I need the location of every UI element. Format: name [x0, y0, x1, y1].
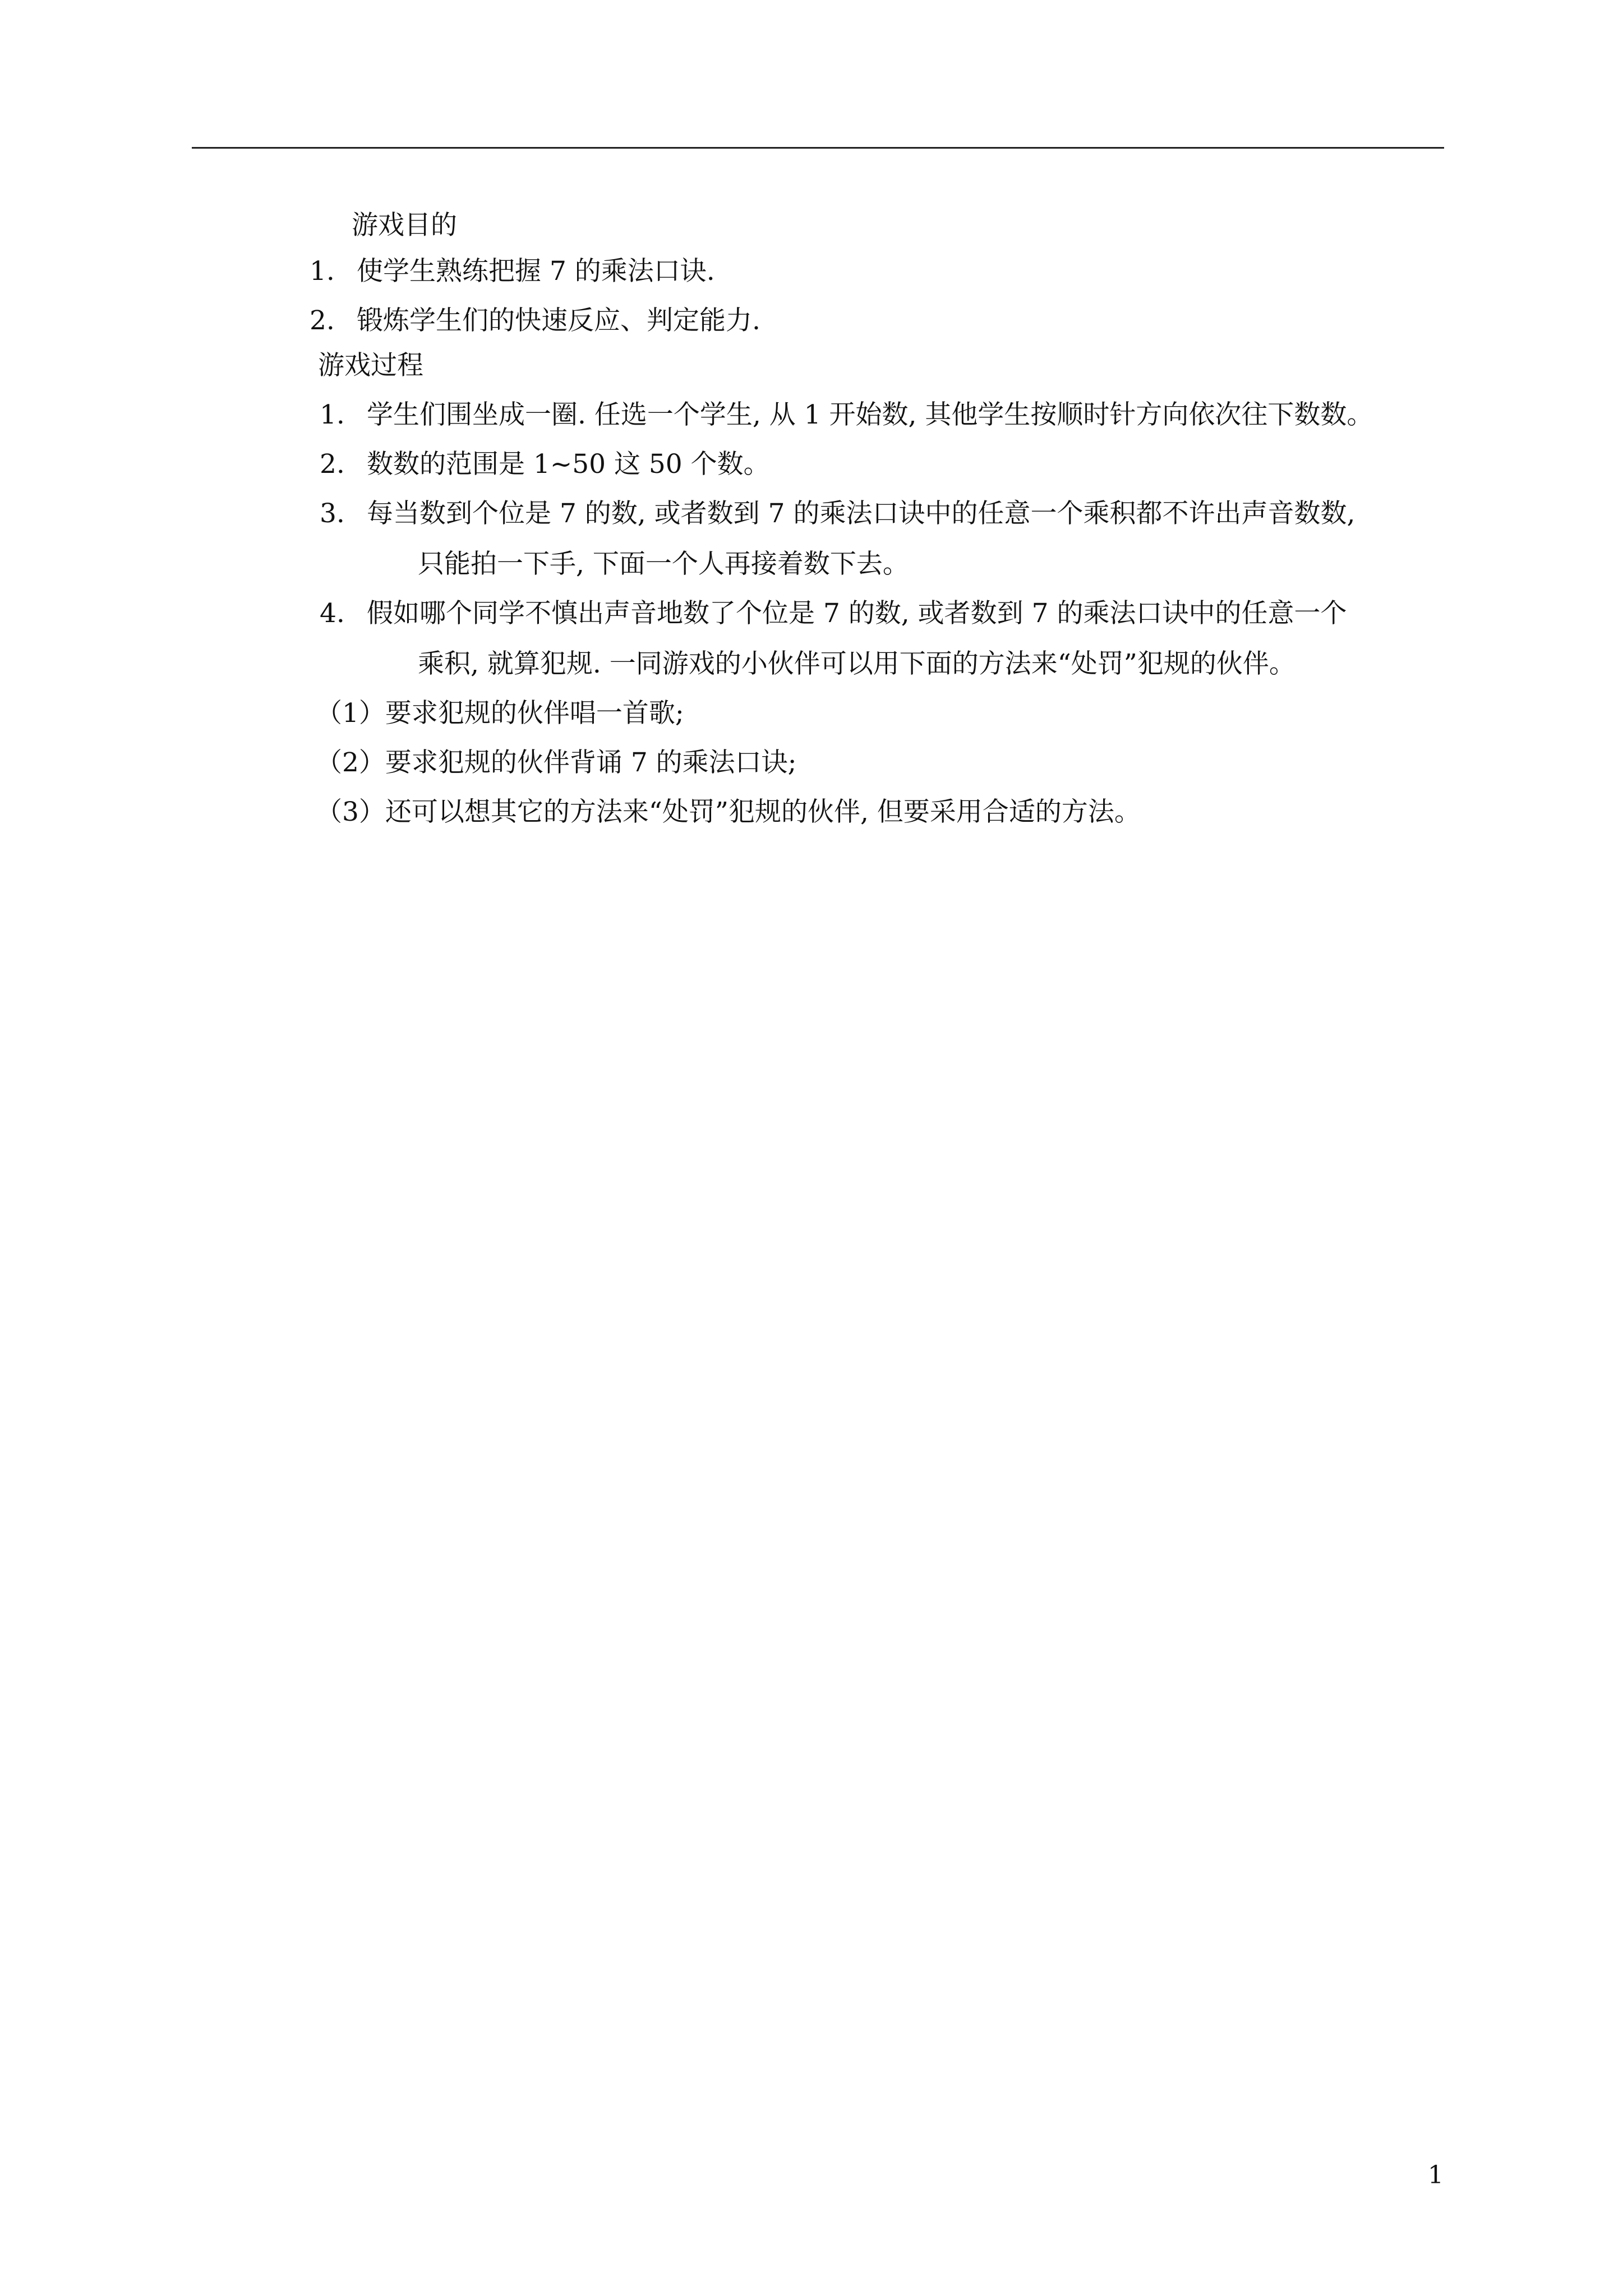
- process-item-1-text: 学生们围坐成一圈. 任选一个学生, 从 1 开始数, 其他学生按顺时针方向依次往下数数。: [367, 399, 1373, 430]
- process-item-4-text: 假如哪个同学不慎出声音地数了个位是 7 的数, 或者数到 7 的乘法口诀中的任意一个: [367, 598, 1347, 629]
- purpose-heading: 游戏目的: [352, 210, 457, 241]
- header-rule: [192, 147, 1444, 149]
- purpose-item-1-number: 1.: [310, 256, 335, 287]
- process-item-3-number: 3.: [320, 498, 345, 529]
- purpose-item-2-text: 锻炼学生们的快速反应、判定能力.: [357, 305, 760, 336]
- process-item-2-number: 2.: [320, 449, 345, 480]
- purpose-item-1-text: 使学生熟练把握 7 的乘法口诀.: [357, 256, 715, 287]
- penalty-item-1: （1）要求犯规的伙伴唱一首歌;: [316, 698, 684, 729]
- process-item-3: [320, 498, 1355, 530]
- process-item-1-number: 1.: [320, 399, 345, 430]
- page-number: 1: [1428, 2161, 1444, 2189]
- process-item-2-text: 数数的范围是 1~50 这 50 个数。: [367, 449, 770, 480]
- purpose-item-2-number: 2.: [310, 305, 335, 336]
- process-item-3-continuation: 只能拍一下手, 下面一个人再接着数下去。: [418, 549, 909, 579]
- process-item-3-text: 每当数到个位是 7 的数, 或者数到 7 的乘法口诀中的任意一个乘积都不许出声音数数,: [367, 498, 1355, 529]
- process-item-1: [320, 399, 1373, 431]
- process-item-4-number: 4.: [320, 598, 345, 629]
- penalty-item-3: （3）还可以想其它的方法来“处罚”犯规的伙伴, 但要采用合适的方法。: [316, 797, 1141, 827]
- process-item-4: [320, 598, 1347, 629]
- process-heading: 游戏过程: [318, 350, 423, 381]
- process-item-2: [320, 449, 770, 480]
- purpose-item-2: [310, 305, 760, 337]
- purpose-item-1: [310, 256, 715, 287]
- process-item-4-continuation: 乘积, 就算犯规. 一同游戏的小伙伴可以用下面的方法来“处罚”犯规的伙伴。: [418, 648, 1295, 679]
- penalty-item-2: （2）要求犯规的伙伴背诵 7 的乘法口诀;: [316, 747, 797, 778]
